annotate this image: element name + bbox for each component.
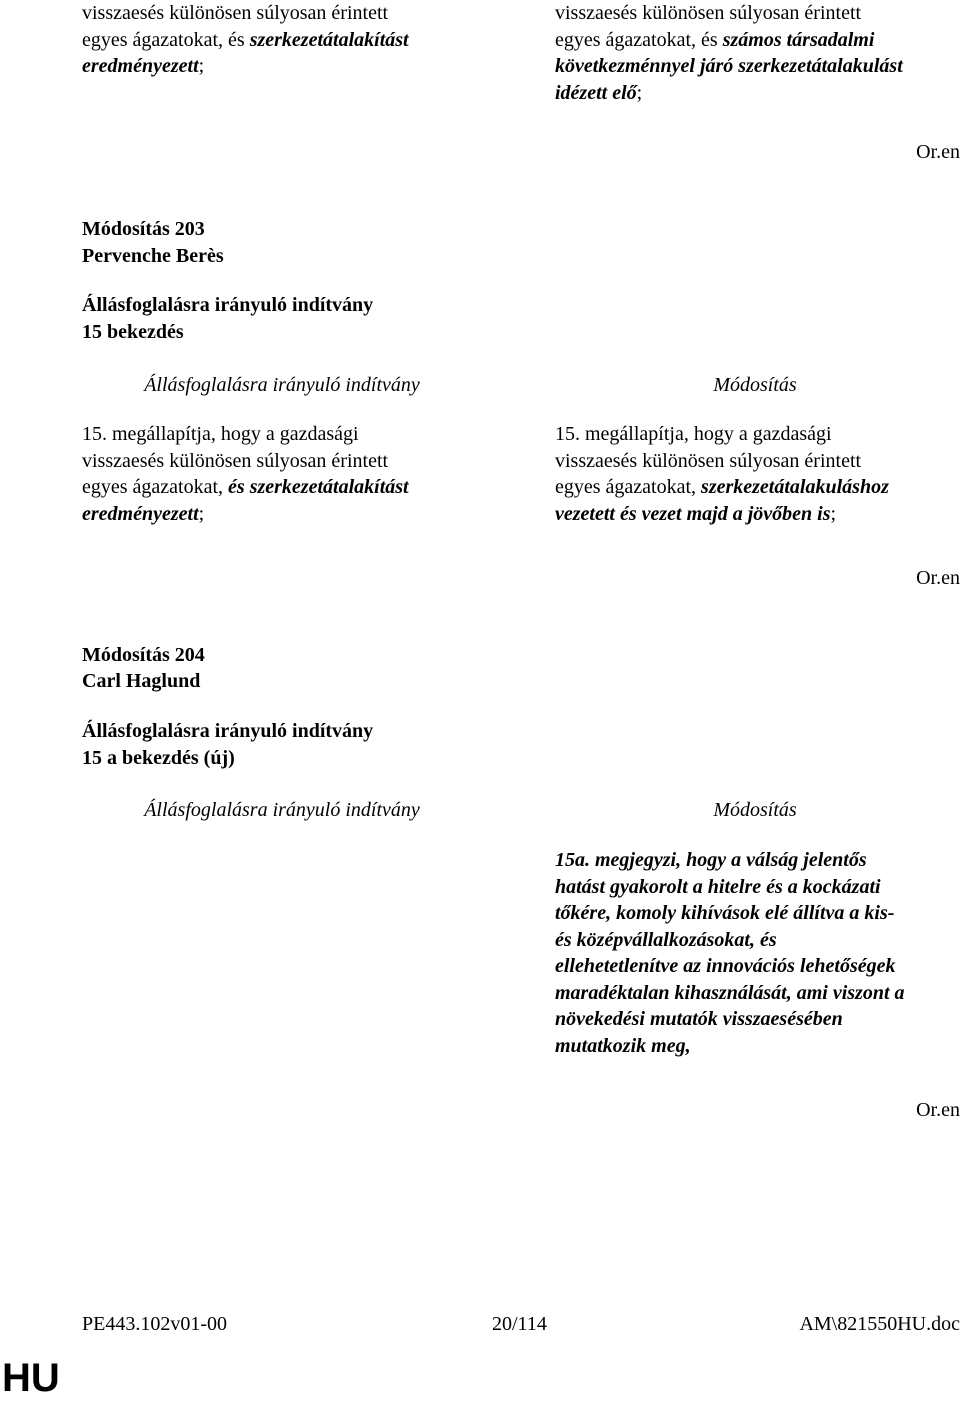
- text-line: és középvállalkozásokat, és: [555, 928, 777, 951]
- amendment-author: Pervenche Berès: [82, 245, 224, 267]
- amendment-title: Módosítás 203: [82, 218, 205, 240]
- right-column-heading: Módosítás: [713, 799, 797, 821]
- left-column-heading: Állásfoglalásra irányuló indítvány: [144, 799, 420, 821]
- text-line: egyes ágazatokat, és szerkezetátalakítást: [82, 28, 409, 51]
- text-line: visszaesés különösen súlyosan érintett: [555, 449, 862, 472]
- document-reference: Állásfoglalásra irányuló indítvány: [82, 294, 374, 316]
- text-line: egyes ágazatokat, és számos társadalmi: [555, 28, 875, 51]
- footer-file-name: AM\821550HU.doc: [799, 1313, 960, 1335]
- text-line: visszaesés különösen súlyosan érintett: [82, 449, 389, 472]
- text-line: 15. megállapítja, hogy a gazdasági: [555, 423, 832, 445]
- footer-document-id: PE443.102v01-00: [82, 1313, 227, 1335]
- prev-right-text: [555, 0, 960, 106]
- amended-text: [555, 421, 960, 527]
- footer-page-number: 20/114: [492, 1313, 547, 1335]
- amendment-title: Módosítás 204: [82, 644, 205, 666]
- text-line: következménnyel járó szerkezetátalakulást: [555, 55, 903, 77]
- paragraph-reference: 15 bekezdés: [82, 321, 184, 343]
- text-line: ellehetetlenítve az innovációs lehetőségek: [555, 955, 896, 977]
- text-line: egyes ágazatokat, szerkezetátalakuláshoz: [555, 476, 889, 498]
- paragraph-reference: 15 a bekezdés (új): [82, 747, 235, 769]
- original-language: Or.en: [916, 567, 960, 589]
- original-language: Or.en: [916, 141, 960, 163]
- text-line: hatást gyakorolt a hitelre és a kockázati: [555, 875, 881, 898]
- text-line: mutatkozik meg,: [555, 1034, 691, 1057]
- text-line: növekedési mutatók visszaesésében: [555, 1008, 843, 1030]
- original-language: Or.en: [916, 1099, 960, 1121]
- language-code: HU: [2, 1356, 60, 1400]
- text-line: 15. megállapítja, hogy a gazdasági: [82, 423, 359, 445]
- text-line: 15a. megjegyzi, hogy a válság jelentős: [555, 849, 867, 871]
- document-reference: Állásfoglalásra irányuló indítvány: [82, 720, 374, 742]
- text-line: eredményezett;: [82, 502, 205, 525]
- prev-left-text: [82, 0, 472, 80]
- text-line: visszaesés különösen súlyosan érintett: [82, 2, 389, 24]
- text-line: vezetett és vezet majd a jövőben is;: [555, 502, 837, 525]
- text-line: idézett elő;: [555, 81, 643, 104]
- original-text: [82, 421, 472, 527]
- left-column-heading: Állásfoglalásra irányuló indítvány: [144, 374, 420, 396]
- amendment-author: Carl Haglund: [82, 670, 201, 692]
- right-column-heading: Módosítás: [713, 374, 797, 396]
- text-line: egyes ágazatokat, és szerkezetátalakítást: [82, 476, 409, 498]
- amended-text: [555, 847, 960, 1059]
- text-line: visszaesés különösen súlyosan érintett: [555, 2, 862, 24]
- text-line: eredményezett;: [82, 55, 205, 77]
- text-line: maradéktalan kihasználását, ami viszont a: [555, 981, 905, 1004]
- text-line: tőkére, komoly kihívások elé állítva a kis-: [555, 902, 895, 924]
